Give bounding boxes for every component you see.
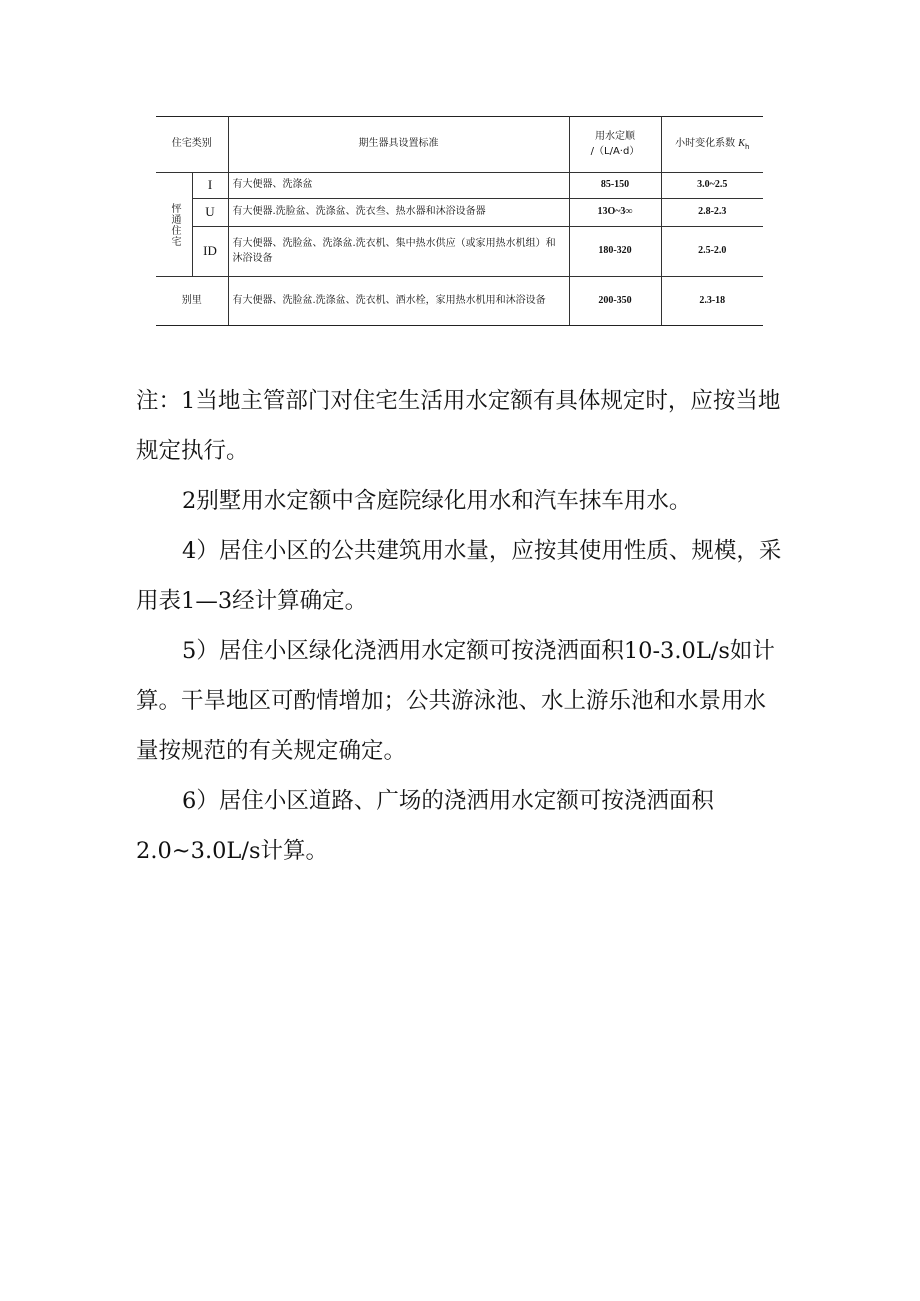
note-paragraph-1: 注：1当地主管部门对住宅生活用水定额有具体规定时，应按当地规定执行。: [136, 388, 781, 464]
table-header-row: [156, 117, 763, 173]
row-quota: 180-320: [569, 227, 661, 277]
note-paragraph-2: 2别墅用水定额中含庭院绿化用水和汽车抹车用水。: [182, 488, 692, 514]
notes-section: [136, 376, 786, 876]
table-row: [156, 199, 763, 227]
note-paragraph-4: 5）居住小区绿化浇洒用水定额可按浇洒面积10-3.0L/s如计算。干旱地区可酌情增加；公共游泳池、水上游乐池和水景用水量按规范的有关规定确定。: [136, 638, 775, 764]
note-paragraph-3: 4）居住小区的公共建筑用水量，应按其使用性质、规模，采用表1—3经计算确定。: [136, 538, 782, 614]
header-coef-symbol: K: [738, 137, 745, 149]
header-residence-type: 住宅类别: [156, 117, 228, 173]
villa-standard: 有大便器、洗脸盆.洗涤盆、洗衣机、酒水栓，家用热水机用和沐浴设备: [228, 277, 569, 326]
villa-type: 别里: [156, 277, 228, 326]
header-water-quota: [569, 117, 661, 173]
header-water-quota-line1: 用水定顺: [595, 131, 635, 142]
header-coef-subscript: h: [744, 142, 750, 151]
row-quota: 13O~3∞: [569, 199, 661, 227]
row-coefficient: 2.8-2.3: [661, 199, 763, 227]
group-label: 怦通住宅: [169, 202, 180, 247]
villa-quota: 200-350: [569, 277, 661, 326]
table-row: [156, 173, 763, 199]
note-paragraph-5: 6）居住小区道路、广场的浇洒用水定额可按浇洒面积2.0~3.0L/s计算。: [136, 788, 714, 864]
row-class: U: [192, 199, 228, 227]
header-coef-prefix: 小时变化系数: [675, 137, 736, 149]
water-quota-table-container: [156, 116, 763, 326]
row-quota: 85-150: [569, 173, 661, 199]
villa-coefficient: 2.3-18: [661, 277, 763, 326]
row-standard: 有大便器.洗脸盆、洗涤盆、洗衣叁、热水器和沐浴设备器: [228, 199, 569, 227]
row-coefficient: 2.5-2.0: [661, 227, 763, 277]
row-standard: 有大便器、洗涤盆: [228, 173, 569, 199]
row-class: I: [192, 173, 228, 199]
group-ordinary-residence: [156, 173, 192, 277]
header-hourly-coefficient: [661, 117, 763, 173]
row-coefficient: 3.0~2.5: [661, 173, 763, 199]
table-row-villa: [156, 277, 763, 326]
header-fixture-standard: 期生器具设置标准: [228, 117, 569, 173]
water-quota-table: [156, 116, 763, 326]
row-class: ID: [192, 227, 228, 277]
header-water-quota-line2: /（L/A·d）: [590, 145, 640, 157]
table-row: [156, 227, 763, 277]
row-standard: 有大便器、洗脸盆、洗涤盆.洗衣机、集中热水供应（或家用热水机组）和沐浴设备: [228, 227, 569, 277]
